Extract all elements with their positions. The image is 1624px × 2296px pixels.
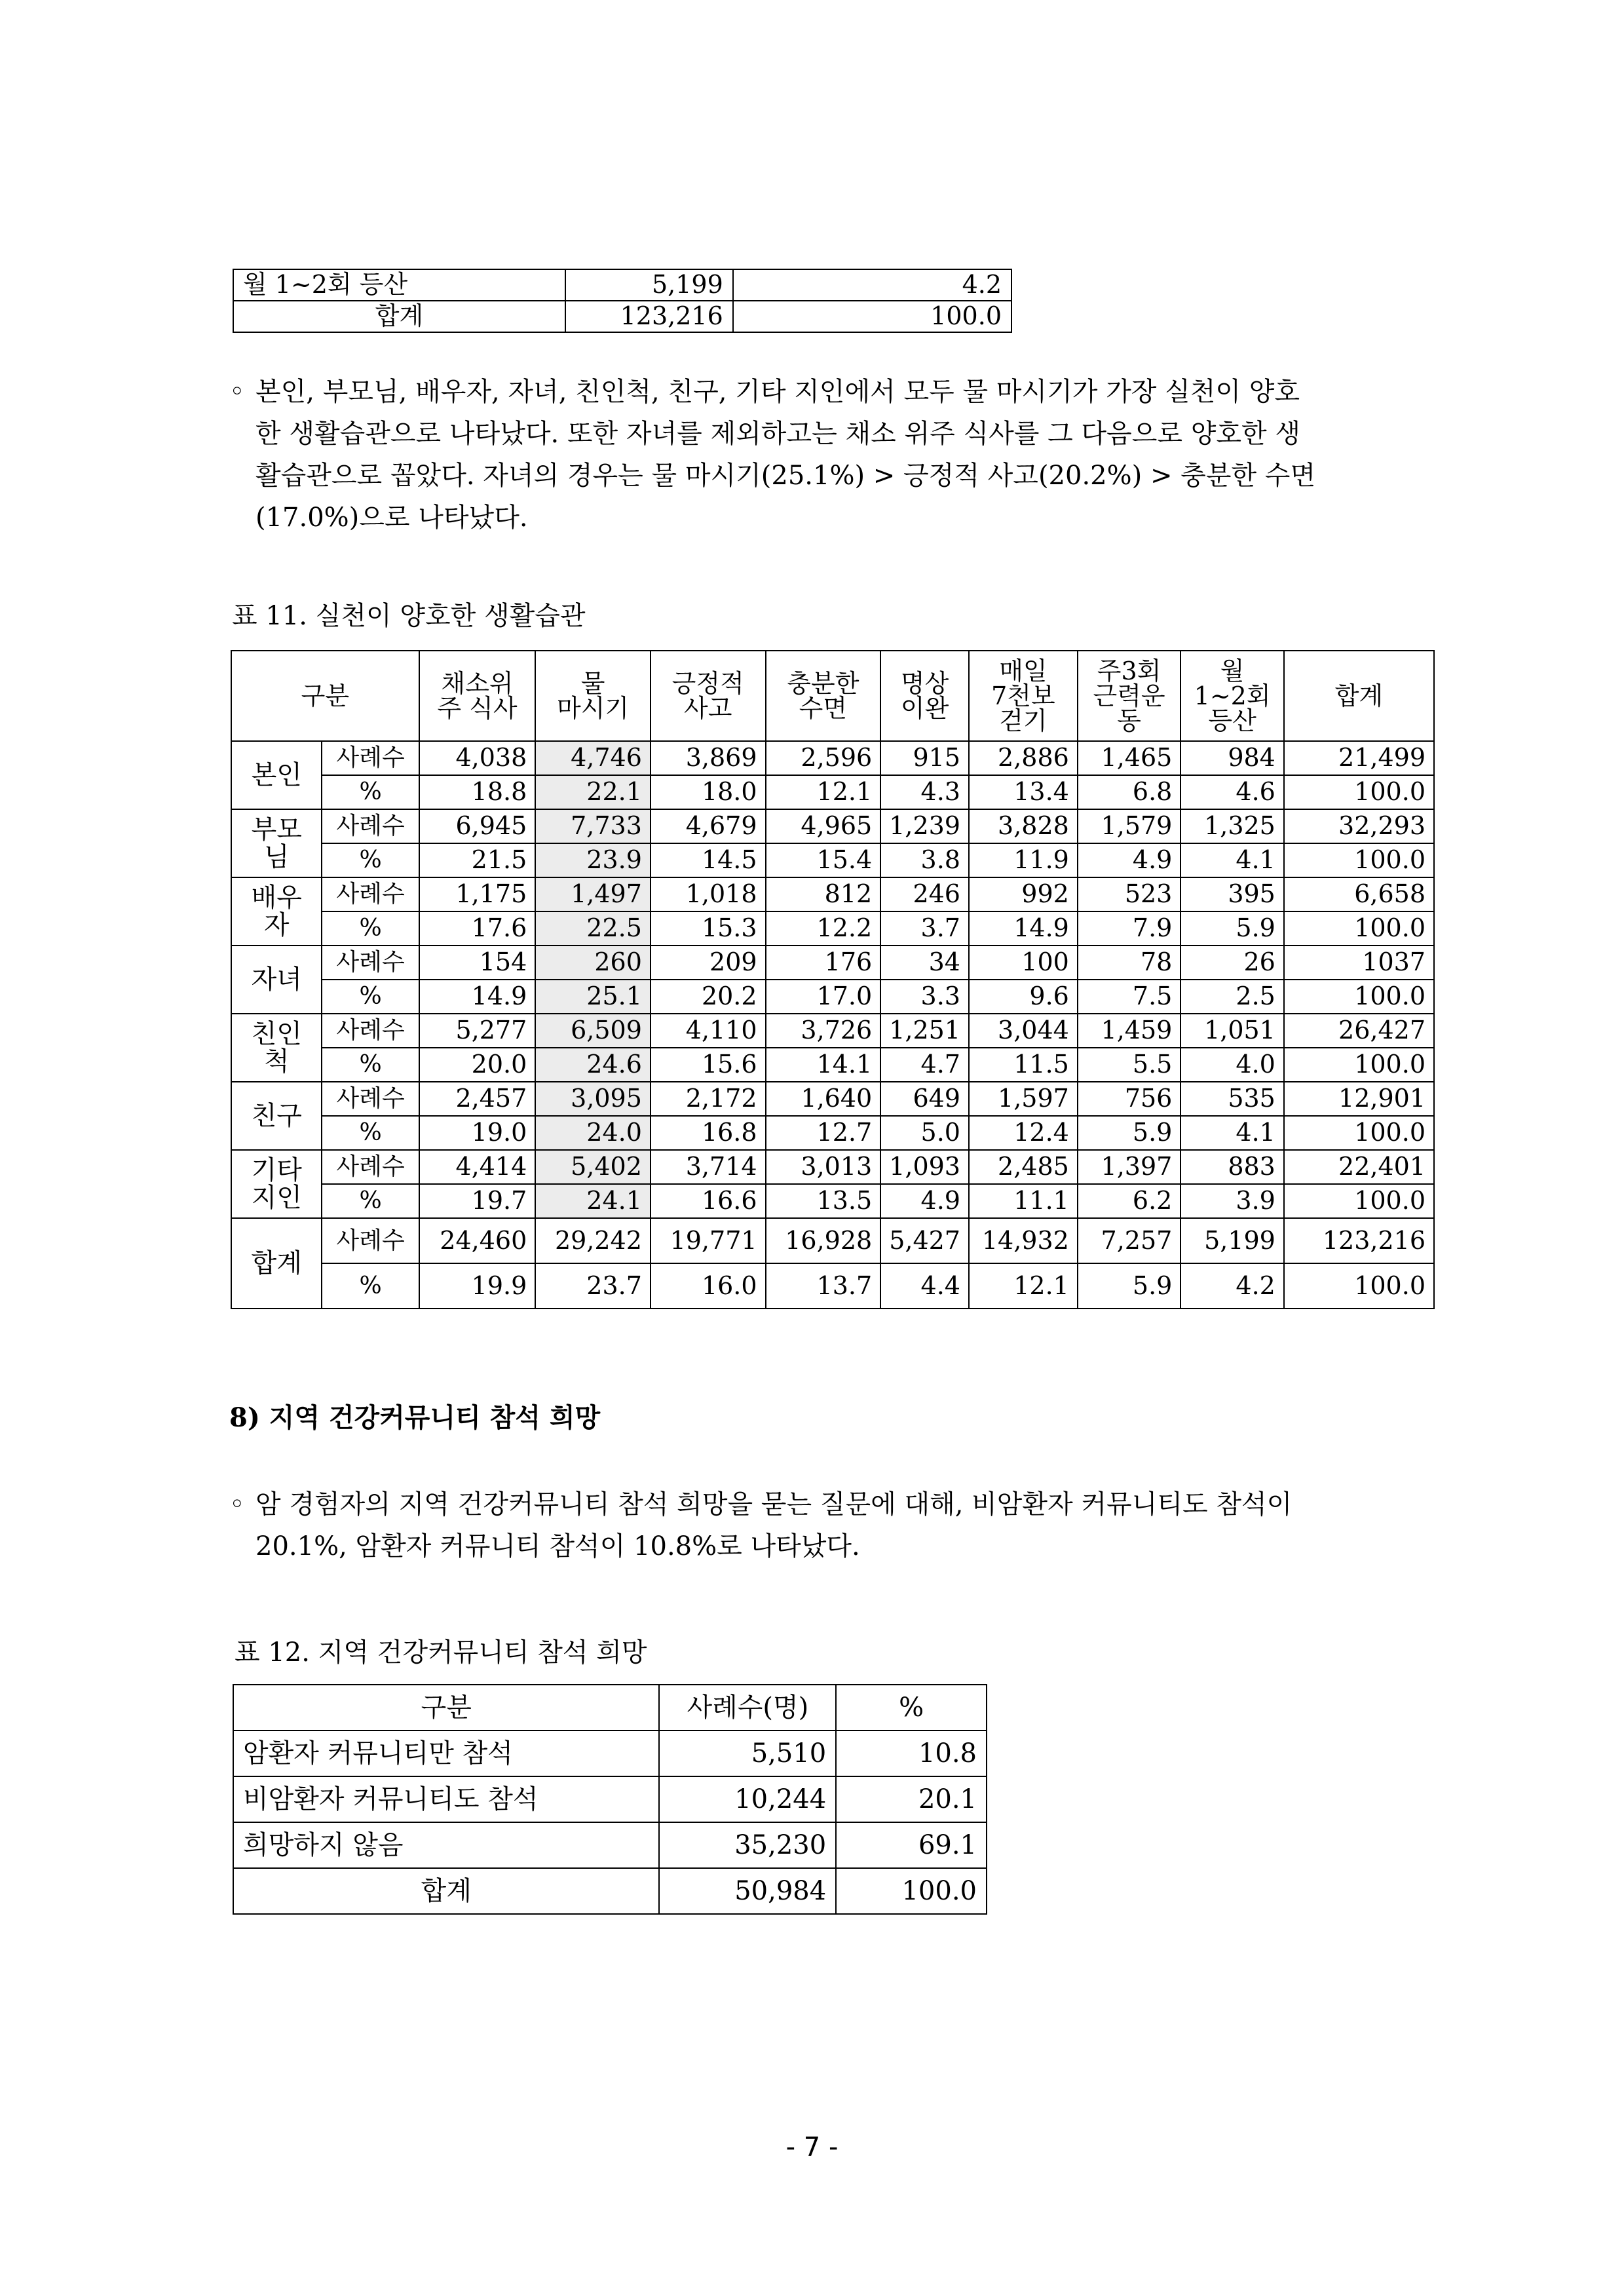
value-cell: 123,216 [1284,1218,1434,1263]
table-row [231,775,1434,809]
paragraph-line: 암 경험자의 지역 건강커뮤니티 참석 희망을 묻는 질문에 대해, 비암환자 커뮤니티도 참석이 [255,1489,1293,1520]
value-cell: 17.6 [419,911,536,946]
header-line: 명상 [900,669,949,698]
header-line: 마시기 [557,694,630,723]
header-line: 합계 [1334,681,1384,710]
group-label-line: 척 [263,1046,290,1077]
header-line: 월 [1220,657,1245,685]
value-cell: 2,172 [651,1082,766,1116]
value-cell: 176 [766,946,881,980]
value-cell: 78 [1078,946,1181,980]
header-count: 사례수(명) [659,1685,836,1731]
value-cell: 3,714 [651,1150,766,1184]
value-cell: 100.0 [1284,1116,1434,1150]
header-line: 이완 [900,694,949,723]
header-cell [535,651,651,741]
value-cell: 4.1 [1180,843,1284,877]
table-row [231,877,1434,911]
header-cell [969,651,1078,741]
table-row [231,946,1434,980]
value-cell: 4,038 [419,741,536,775]
group-label-line: 기타 [251,1155,302,1185]
value-cell: 4.4 [880,1263,969,1309]
table-header-row [231,651,1434,741]
header-line: 매일 [999,657,1048,685]
value-cell: 4,110 [651,1014,766,1048]
row-label: 암환자 커뮤니티만 참석 [233,1731,659,1776]
value-cell: 915 [880,741,969,775]
bullet: ◦ [229,377,245,407]
value-cell: 15.3 [651,911,766,946]
value-cell: 1,640 [766,1082,881,1116]
value-cell: 100.0 [1284,1263,1434,1309]
value-cell: 19.7 [419,1184,536,1218]
value-cell: 4.0 [1180,1048,1284,1082]
row-type-label: 사례수 [322,741,419,775]
value-cell: 12.1 [766,775,881,809]
group-label-line: 님 [263,842,290,872]
value-cell: 4.2 [1180,1263,1284,1309]
table-row [231,843,1434,877]
header-cell [1284,651,1434,741]
value-cell: 11.1 [969,1184,1078,1218]
value-cell: 1,093 [880,1150,969,1184]
header-line: 동 [1117,706,1141,735]
value-cell: 2,596 [766,741,881,775]
value-cell: 32,293 [1284,809,1434,843]
table-caption: 표 12. 지역 건강커뮤니티 참석 희망 [235,1637,647,1668]
value-cell: 1,597 [969,1082,1078,1116]
table-row [233,1731,987,1776]
row-type-label: % [322,1048,419,1082]
value-cell: 1,239 [880,809,969,843]
value-cell: 1,397 [1078,1150,1181,1184]
table-row [231,1082,1434,1116]
value-cell: 15.6 [651,1048,766,1082]
value-cell: 23.9 [535,843,651,877]
group-label-line: 친구 [251,1101,302,1131]
value-cell: 13.5 [766,1184,881,1218]
section-heading: 8) 지역 건강커뮤니티 참석 희망 [229,1402,601,1433]
group-label [231,1014,322,1082]
header-gubun: 구분 [233,1685,659,1731]
row-type-label: 사례수 [322,1082,419,1116]
value-cell: 5.9 [1180,911,1284,946]
group-label-line: 친인 [251,1019,302,1049]
value-cell: 5.9 [1078,1263,1181,1309]
value-cell: 883 [1180,1150,1284,1184]
value-cell: 12,901 [1284,1082,1434,1116]
community-table [233,1684,987,1915]
value-cell: 34 [880,946,969,980]
group-label-line: 지인 [251,1183,302,1213]
value-cell: 3,828 [969,809,1078,843]
value-cell: 19.0 [419,1116,536,1150]
value-cell: 11.9 [969,843,1078,877]
header-line: 채소위 [441,669,514,698]
table-header-row [233,1685,987,1731]
row-label: 비암환자 커뮤니티도 참석 [233,1776,659,1822]
value-cell: 19,771 [651,1218,766,1263]
value-cell: 7.5 [1078,980,1181,1014]
table-row [233,1776,987,1822]
value-cell: 25.1 [535,980,651,1014]
value-cell: 3,095 [535,1082,651,1116]
group-label [231,1218,322,1309]
row-type-label: % [322,843,419,877]
paragraph-line: 20.1%, 암환자 커뮤니티 참석이 10.8%로 나타났다. [255,1531,860,1561]
value-cell: 4,679 [651,809,766,843]
value-cell: 18.0 [651,775,766,809]
value-cell: 984 [1180,741,1284,775]
value-cell: 6.8 [1078,775,1181,809]
value-cell: 26,427 [1284,1014,1434,1048]
lifestyle-table [231,650,1435,1309]
row-type-label: % [322,1116,419,1150]
value-cell: 21,499 [1284,741,1434,775]
group-label-line: 자녀 [251,965,302,995]
count-cell: 10,244 [659,1776,836,1822]
value-cell: 4.9 [1078,843,1181,877]
table-row [231,809,1434,843]
value-cell: 6,509 [535,1014,651,1048]
value-cell: 5,277 [419,1014,536,1048]
value-cell: 5,199 [1180,1218,1284,1263]
value-cell: 5,427 [880,1218,969,1263]
value-cell: 14,932 [969,1218,1078,1263]
value-cell: 6,658 [1284,877,1434,911]
table-row [231,1263,1434,1309]
value-cell: 17.0 [766,980,881,1014]
header-cell [880,651,969,741]
header-line: 근력운 [1093,681,1165,710]
table-row [231,741,1434,775]
value-cell: 16.8 [651,1116,766,1150]
value-cell: 1,465 [1078,741,1181,775]
header-pct: % [836,1685,987,1731]
pct-cell: 4.2 [733,269,1011,301]
row-type-label: 사례수 [322,1014,419,1048]
value-cell: 22.5 [535,911,651,946]
value-cell: 100.0 [1284,911,1434,946]
paragraph-line: 활습관으로 꼽았다. 자녀의 경우는 물 마시기(25.1%) > 긍정적 사고(20.2%) > 충분한 수면 [255,461,1316,491]
value-cell: 3,726 [766,1014,881,1048]
value-cell: 1,459 [1078,1014,1181,1048]
value-cell: 2.5 [1180,980,1284,1014]
value-cell: 4.6 [1180,775,1284,809]
value-cell: 29,242 [535,1218,651,1263]
value-cell: 100.0 [1284,1184,1434,1218]
value-cell: 24,460 [419,1218,536,1263]
table-row [231,980,1434,1014]
value-cell: 12.2 [766,911,881,946]
pct-cell: 20.1 [836,1776,987,1822]
value-cell: 16,928 [766,1218,881,1263]
value-cell: 7,733 [535,809,651,843]
row-type-label: % [322,1184,419,1218]
value-cell: 4,414 [419,1150,536,1184]
value-cell: 812 [766,877,881,911]
pct-cell: 10.8 [836,1731,987,1776]
value-cell: 14.9 [419,980,536,1014]
table-row [231,1150,1434,1184]
value-cell: 4.3 [880,775,969,809]
value-cell: 4.1 [1180,1116,1284,1150]
value-cell: 1,497 [535,877,651,911]
header-line: 주 식사 [437,694,518,723]
value-cell: 23.7 [535,1263,651,1309]
table-row [231,1116,1434,1150]
value-cell: 26 [1180,946,1284,980]
value-cell: 3,013 [766,1150,881,1184]
value-cell: 395 [1180,877,1284,911]
value-cell: 12.4 [969,1116,1078,1150]
value-cell: 3.3 [880,980,969,1014]
value-cell: 756 [1078,1082,1181,1116]
row-type-label: 사례수 [322,1150,419,1184]
table-row [231,1014,1434,1048]
header-cell [419,651,536,741]
value-cell: 9.6 [969,980,1078,1014]
table-row [231,1218,1434,1263]
value-cell: 13.4 [969,775,1078,809]
value-cell: 100.0 [1284,775,1434,809]
value-cell: 12.7 [766,1116,881,1150]
table-row [233,269,1011,301]
value-cell: 100.0 [1284,1048,1434,1082]
table-row [233,301,1011,332]
row-label: 합계 [233,1868,659,1914]
header-cell [1078,651,1181,741]
paragraph-line: (17.0%)으로 나타났다. [255,503,528,533]
value-cell: 7,257 [1078,1218,1181,1263]
paragraph-community [229,1483,1395,1567]
value-cell: 260 [535,946,651,980]
header-line: 걷기 [999,706,1048,735]
header-cell [651,651,766,741]
header-line: 1~2회 [1194,681,1271,710]
value-cell: 4,746 [535,741,651,775]
value-cell: 1,251 [880,1014,969,1048]
group-label-line: 자 [263,910,290,940]
group-label [231,1082,322,1150]
value-cell: 1,175 [419,877,536,911]
value-cell: 15.4 [766,843,881,877]
header-line: 충분한 [787,669,859,698]
value-cell: 100.0 [1284,980,1434,1014]
table-row [231,1048,1434,1082]
value-cell: 3,869 [651,741,766,775]
value-cell: 1,051 [1180,1014,1284,1048]
table-row [231,911,1434,946]
row-type-label: 사례수 [322,809,419,843]
row-label: 희망하지 않음 [233,1822,659,1868]
value-cell: 4.7 [880,1048,969,1082]
group-label [231,809,322,877]
value-cell: 24.0 [535,1116,651,1150]
value-cell: 2,886 [969,741,1078,775]
value-cell: 3.7 [880,911,969,946]
value-cell: 24.1 [535,1184,651,1218]
value-cell: 535 [1180,1082,1284,1116]
value-cell: 16.6 [651,1184,766,1218]
value-cell: 13.7 [766,1263,881,1309]
value-cell: 22.1 [535,775,651,809]
value-cell: 6.2 [1078,1184,1181,1218]
value-cell: 14.9 [969,911,1078,946]
value-cell: 14.1 [766,1048,881,1082]
continued-table [233,269,1012,333]
group-label [231,877,322,946]
value-cell: 12.1 [969,1263,1078,1309]
value-cell: 3,044 [969,1014,1078,1048]
value-cell: 3.8 [880,843,969,877]
row-type-label: % [322,775,419,809]
value-cell: 21.5 [419,843,536,877]
paragraph-line: 본인, 부모님, 배우자, 자녀, 친인척, 친구, 기타 지인에서 모두 물 마시기가 가장 실천이 양호 [255,377,1300,407]
paragraph-summary [229,371,1395,539]
value-cell: 14.5 [651,843,766,877]
value-cell: 992 [969,877,1078,911]
pct-cell: 69.1 [836,1822,987,1868]
header-cell [766,651,881,741]
pct-cell: 100.0 [836,1868,987,1914]
table-row [233,1868,987,1914]
value-cell: 5.9 [1078,1116,1181,1150]
value-cell: 1,579 [1078,809,1181,843]
header-line: 수면 [799,694,848,723]
count-cell: 123,216 [565,301,733,332]
page-number: - 7 - [785,2132,839,2162]
row-type-label: 사례수 [322,1218,419,1263]
paragraph-line: 한 생활습관으로 나타났다. 또한 자녀를 제외하고는 채소 위주 식사를 그 다음으로 양호한 생 [255,419,1300,449]
value-cell: 4.9 [880,1184,969,1218]
value-cell: 5.0 [880,1116,969,1150]
header-line: 긍정적 [671,669,744,698]
group-label [231,1150,322,1218]
row-label: 합계 [233,301,565,332]
value-cell: 100.0 [1284,843,1434,877]
header-line: 주3회 [1097,657,1161,685]
value-cell: 1,018 [651,877,766,911]
header-line: 물 [580,669,605,698]
row-type-label: % [322,980,419,1014]
group-label [231,946,322,1014]
count-cell: 35,230 [659,1822,836,1868]
value-cell: 2,457 [419,1082,536,1116]
value-cell: 22,401 [1284,1150,1434,1184]
value-cell: 20.0 [419,1048,536,1082]
value-cell: 5,402 [535,1150,651,1184]
row-type-label: 사례수 [322,877,419,911]
value-cell: 7.9 [1078,911,1181,946]
table-row [233,1822,987,1868]
table-caption: 표 11. 실천이 양호한 생활습관 [232,601,586,631]
value-cell: 18.8 [419,775,536,809]
value-cell: 6,945 [419,809,536,843]
value-cell: 246 [880,877,969,911]
value-cell: 209 [651,946,766,980]
value-cell: 2,485 [969,1150,1078,1184]
bullet: ◦ [229,1489,245,1520]
count-cell: 5,199 [565,269,733,301]
value-cell: 24.6 [535,1048,651,1082]
value-cell: 16.0 [651,1263,766,1309]
group-label [231,741,322,809]
count-cell: 5,510 [659,1731,836,1776]
group-label-line: 본인 [251,760,302,790]
row-type-label: % [322,1263,419,1309]
value-cell: 19.9 [419,1263,536,1309]
header-cell [1180,651,1284,741]
group-label-line: 부모 [251,814,302,845]
group-label-line: 합계 [251,1248,302,1278]
row-label: 월 1~2회 등산 [233,269,565,301]
value-cell: 100 [969,946,1078,980]
table-row [231,1184,1434,1218]
value-cell: 154 [419,946,536,980]
value-cell: 523 [1078,877,1181,911]
pct-cell: 100.0 [733,301,1011,332]
value-cell: 3.9 [1180,1184,1284,1218]
value-cell: 11.5 [969,1048,1078,1082]
count-cell: 50,984 [659,1868,836,1914]
value-cell: 4,965 [766,809,881,843]
group-label-line: 배우 [251,883,302,913]
row-type-label: 사례수 [322,946,419,980]
value-cell: 20.2 [651,980,766,1014]
header-line: 7천보 [991,681,1055,710]
value-cell: 5.5 [1078,1048,1181,1082]
header-gubun: 구분 [231,651,419,741]
header-line: 등산 [1208,706,1256,735]
value-cell: 1037 [1284,946,1434,980]
header-line: 사고 [684,694,732,723]
row-type-label: % [322,911,419,946]
value-cell: 649 [880,1082,969,1116]
value-cell: 1,325 [1180,809,1284,843]
